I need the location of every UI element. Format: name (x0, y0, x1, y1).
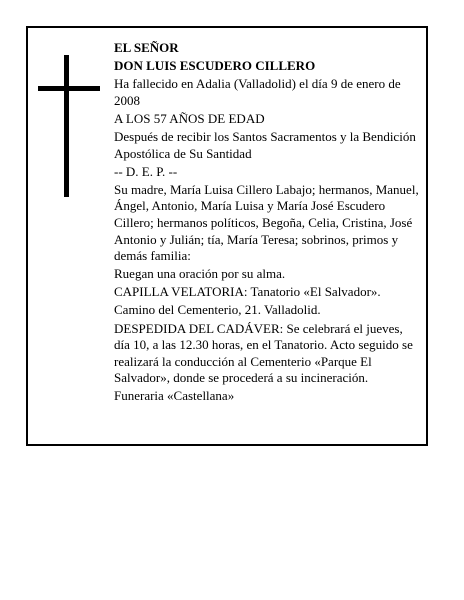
death-info: Ha fallecido en Adalia (Valladolid) el día 9 de enero de 2008 (114, 76, 401, 108)
funeral-home: Funeraria «Castellana» (114, 388, 235, 404)
chapel-line-2: Camino del Cementerio, 21. Valladolid. (114, 302, 321, 318)
obituary-text (114, 40, 419, 406)
farewell-paragraph: DESPEDIDA DEL CADÁVER: Se celebrará el jueves, día 10, a las 12.30 horas, en el Tanatorio. Acto seguido se realizará la conducción al Cementerio «Parque El Salvador», donde se procederá a su incineración. (114, 320, 413, 386)
cross-vertical-bar (64, 55, 69, 197)
title-line-1: EL SEÑOR (114, 40, 179, 55)
cross-horizontal-bar (38, 86, 100, 91)
deceased-name: DON LUIS ESCUDERO CILLERO (114, 58, 316, 74)
prayer-line: Ruegan una oración por su alma. (114, 266, 286, 282)
age-line: A LOS 57 AÑOS DE EDAD (114, 110, 265, 126)
rip-line: -- D. E. P. -- (114, 163, 178, 179)
chapel-line-1: CAPILLA VELATORIA: Tanatorio «El Salvador». (114, 284, 381, 300)
sacraments-line: Después de recibir los Santos Sacramentos y la Bendición Apostólica de Su Santidad (114, 128, 416, 161)
latin-cross-icon (38, 55, 100, 197)
family-paragraph: Su madre, María Luisa Cillero Labajo; hermanos, Manuel, Ángel, Antonio, María Luisa y María José Escudero Cillero; hermanos políticos, Begoña, Celia, Cristina, José Antonio y Julián; tía, María Teresa; sobrinos, primos y demás familia: (114, 181, 419, 264)
